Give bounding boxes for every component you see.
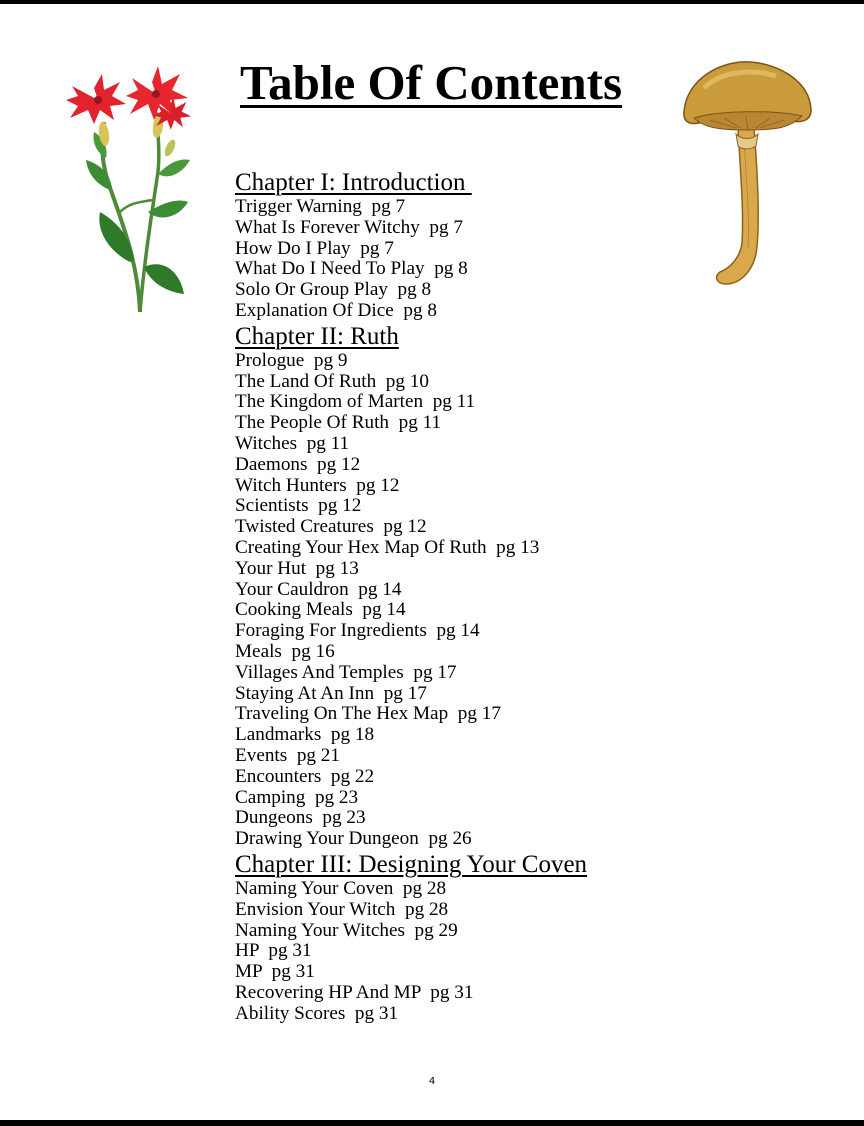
toc-entry: Envision Your Witch pg 28 <box>235 898 449 920</box>
toc-entry: Traveling On The Hex Map pg 17 <box>235 703 501 725</box>
page-title: Table Of Contents <box>240 55 623 110</box>
toc-entry: Explanation Of Dice pg 8 <box>235 299 437 321</box>
toc-entry: Cooking Meals pg 14 <box>235 599 406 621</box>
toc-entry: Events pg 21 <box>235 744 340 766</box>
chapter-heading: Chapter II: Ruth <box>235 322 399 350</box>
toc-entry: Twisted Creatures pg 12 <box>235 516 427 538</box>
toc-entry: Camping pg 23 <box>235 786 359 808</box>
toc-entry: HP pg 31 <box>235 940 312 962</box>
toc-entry: Meals pg 16 <box>235 640 335 662</box>
toc-entry: Foraging For Ingredients pg 14 <box>235 620 480 642</box>
toc-entry: Your Hut pg 13 <box>235 557 359 579</box>
toc-entry: MP pg 31 <box>235 961 315 983</box>
toc-entry: What Is Forever Witchy pg 7 <box>235 216 464 238</box>
toc-entry: The Kingdom of Marten pg 11 <box>235 391 476 413</box>
toc-entry: Landmarks pg 18 <box>235 724 375 746</box>
chapter-heading: Chapter I: Introduction <box>235 169 472 196</box>
toc-entry: Naming Your Witches pg 29 <box>235 919 458 941</box>
table-of-contents <box>235 168 675 1024</box>
mushroom-illustration <box>680 58 815 290</box>
toc-entry: Creating Your Hex Map Of Ruth pg 13 <box>235 536 540 558</box>
toc-entry: Ability Scores pg 31 <box>235 1002 399 1024</box>
toc-entry: Encounters pg 22 <box>235 765 375 787</box>
toc-entry: Witches pg 11 <box>235 432 350 454</box>
toc-entry: Villages And Temples pg 17 <box>235 661 457 683</box>
toc-entry: Solo Or Group Play pg 8 <box>235 279 432 301</box>
page-number: 4 <box>428 1076 436 1087</box>
toc-entry: Prologue pg 9 <box>235 349 348 371</box>
toc-entry: Naming Your Coven pg 28 <box>235 877 447 899</box>
bottom-border <box>0 1120 864 1126</box>
top-border <box>0 0 864 4</box>
toc-entry: How Do I Play pg 7 <box>235 237 394 259</box>
toc-entry: Drawing Your Dungeon pg 26 <box>235 828 472 850</box>
toc-entry: Staying At An Inn pg 17 <box>235 682 427 704</box>
red-flower-illustration <box>60 62 205 312</box>
toc-entry: Your Cauldron pg 14 <box>235 578 402 600</box>
chapter-heading: Chapter III: Designing Your Coven <box>235 850 588 878</box>
toc-entry: Scientists pg 12 <box>235 495 362 517</box>
toc-entry: What Do I Need To Play pg 8 <box>235 258 468 280</box>
toc-entry: Witch Hunters pg 12 <box>235 474 400 496</box>
toc-entry: Trigger Warning pg 7 <box>235 196 406 217</box>
toc-entry: Dungeons pg 23 <box>235 807 366 829</box>
toc-entry: The People Of Ruth pg 11 <box>235 412 442 434</box>
toc-entry: Daemons pg 12 <box>235 453 361 475</box>
toc-entry: Recovering HP And MP pg 31 <box>235 981 474 1003</box>
toc-entry: The Land Of Ruth pg 10 <box>235 370 429 392</box>
